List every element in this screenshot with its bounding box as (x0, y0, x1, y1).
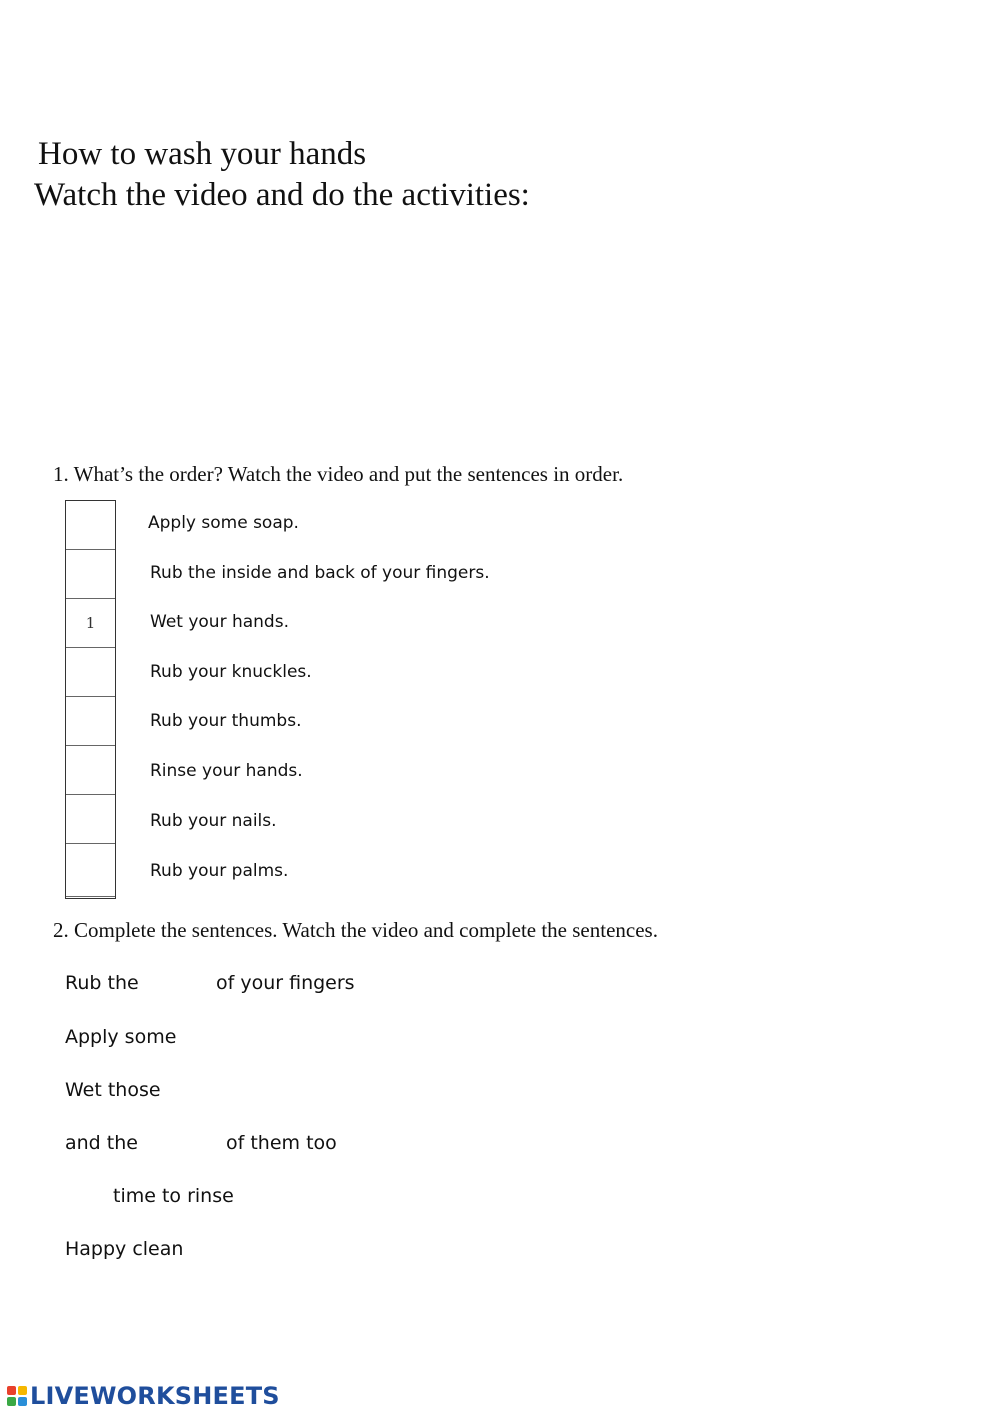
order-box-6[interactable] (66, 746, 115, 795)
order-sentence-4: Rub your knuckles. (150, 662, 312, 682)
order-box-5[interactable] (66, 697, 115, 746)
order-sentence-7: Rub your nails. (150, 811, 277, 831)
fill-blank-3[interactable] (172, 1076, 296, 1106)
order-box-4[interactable] (66, 648, 115, 697)
logo-squares-icon (7, 1386, 27, 1406)
order-box-1[interactable] (66, 501, 115, 550)
order-sentence-1: Apply some soap. (148, 513, 299, 533)
logo-square-blue (18, 1397, 27, 1406)
fill-text-1-before: Rub the (65, 972, 139, 994)
fill-text-1-after: of your fingers (216, 972, 355, 994)
fill-text-2-before: Apply some (65, 1026, 177, 1048)
order-sentence-3: Wet your hands. (150, 612, 289, 632)
fill-blank-2[interactable] (186, 1023, 310, 1053)
order-sentence-6: Rinse your hands. (150, 761, 303, 781)
fill-blank-5[interactable] (60, 1182, 114, 1212)
fill-text-5-after: time to rinse (113, 1185, 234, 1207)
worksheet-title: How to wash your hands (38, 136, 367, 172)
order-box-8[interactable] (66, 844, 115, 897)
fill-text-4-before: and the (65, 1132, 138, 1154)
order-sentence-2: Rub the inside and back of your fingers. (150, 563, 490, 583)
logo-square-red (7, 1386, 16, 1395)
fill-blank-4[interactable] (145, 1129, 225, 1159)
logo-text: LIVEWORKSHEETS (30, 1382, 280, 1410)
order-box-3[interactable]: 1 (66, 599, 115, 648)
logo-square-yellow (18, 1386, 27, 1395)
order-sentence-5: Rub your thumbs. (150, 711, 302, 731)
fill-blank-1[interactable] (145, 969, 215, 999)
worksheet-subtitle: Watch the video and do the activities: (34, 177, 530, 213)
activity2-heading: 2. Complete the sentences. Watch the video and complete the sentences. (53, 918, 658, 942)
fill-text-4-after: of them too (226, 1132, 337, 1154)
order-sentence-8: Rub your palms. (150, 861, 289, 881)
logo-square-green (7, 1397, 16, 1406)
fill-text-3-before: Wet those (65, 1079, 161, 1101)
fill-blank-6[interactable] (190, 1235, 314, 1265)
fill-text-6-before: Happy clean (65, 1238, 184, 1260)
order-answer-column (65, 500, 116, 899)
liveworksheets-logo (7, 1381, 280, 1411)
order-box-2[interactable] (66, 550, 115, 599)
order-box-7[interactable] (66, 795, 115, 844)
activity1-heading: 1. What’s the order? Watch the video and put the sentences in order. (53, 462, 624, 486)
